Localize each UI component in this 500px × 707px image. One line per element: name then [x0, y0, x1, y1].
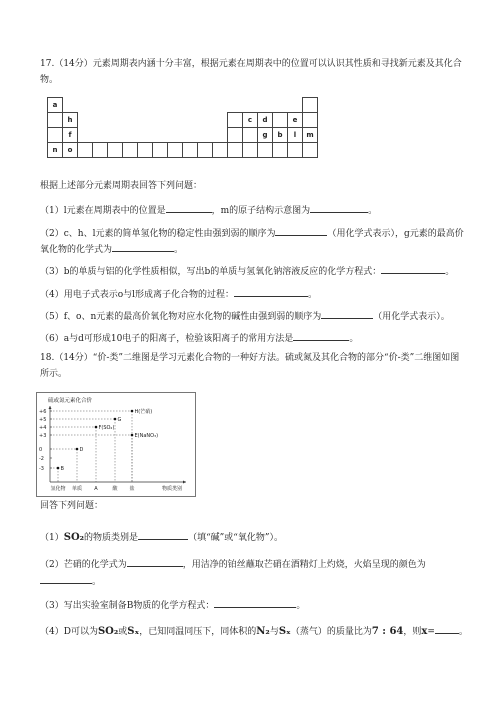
- y-tick-label: +5: [39, 417, 47, 423]
- y-tick-label: -2: [39, 456, 44, 462]
- x-tick-label: 氢化物: [50, 486, 66, 492]
- x-tick-label: 酸: [112, 486, 118, 492]
- q17-sub1: （1）l元素在周期表中的位置是 ，m的原子结构示意图为 。: [40, 203, 377, 218]
- data-label: H(芒硝): [134, 408, 153, 415]
- data-label: B: [60, 465, 64, 472]
- cell-h: h: [63, 113, 78, 128]
- answer-blank[interactable]: [214, 598, 296, 608]
- x-tick-label: 单质: [71, 486, 83, 492]
- x-tick-label: A: [94, 486, 98, 492]
- answer-blank[interactable]: [234, 287, 308, 297]
- q17-sub6: （6）a与d可形成10电子的阳离子，检验该阳离子的常用方法是 。: [40, 331, 358, 346]
- periodic-table: [47, 97, 318, 158]
- q17-intro-line2: 物。: [40, 75, 59, 85]
- q17-sub5: （5）f、o、n元素的最高价氧化物对应水化物的碱性由强到弱的顺序为 （用化学式表示）。: [40, 309, 450, 324]
- q18-intro-line1: 18.（14分）“价-类”二维图是学习元素化合物的一种好方法。硫或氮及其化合物的部分“价-类”二维图如图: [40, 353, 460, 363]
- q18-sub3: （3）写出实验室制备B物质的化学方程式： 。: [40, 598, 305, 613]
- cell-c: c: [243, 113, 258, 128]
- data-point: [131, 410, 134, 413]
- answer-blank[interactable]: [275, 226, 327, 236]
- cell-a: a: [48, 98, 63, 113]
- data-point: [95, 426, 98, 429]
- answer-blank[interactable]: [40, 574, 92, 584]
- q17-sub2-line2: 氧化物的化学式为 。: [40, 242, 183, 257]
- answer-blank[interactable]: [166, 203, 212, 213]
- cell-n: n: [48, 143, 63, 158]
- q17-sub4: （4）用电子式表示o与l形成离子化合物的过程： 。: [40, 287, 317, 302]
- cell-l: l: [288, 128, 303, 143]
- q17-intro-line1: 17.（14分）元素周期表内涵十分丰富，根据元素在周期表中的位置可以认识其性质和寻找新元素及其化合: [40, 59, 462, 69]
- cell-f: f: [63, 128, 78, 143]
- data-point: [57, 467, 60, 470]
- cell-g: g: [258, 128, 273, 143]
- data-label: F(SO₂): [98, 424, 115, 431]
- y-tick-label: 0: [39, 447, 43, 453]
- q18-sub2-line1: （2）芒硝的化学式为 ，用洁净的铂丝蘸取芒硝在酒精灯上灼烧，火焰呈现的颜色为: [40, 557, 426, 572]
- x-tick-label: 盐: [129, 486, 135, 492]
- q18-sub4: （4）D可以为SO₂或Sₓ，已知同温同压下，同体积的N₂与Sₓ（蒸气）的质量比为7 : 64，则x= 。: [40, 626, 468, 637]
- chart-frame: [37, 393, 196, 497]
- answer-blank[interactable]: [127, 557, 183, 567]
- cell-o: o: [63, 143, 78, 158]
- answer-blank[interactable]: [138, 530, 188, 540]
- cell-d: d: [258, 113, 273, 128]
- q17-answer-intro: 根据上述部分元素周期表回答下列问题：: [40, 181, 203, 191]
- chart-title: 硫或氮元素化合价: [48, 398, 93, 404]
- y-tick-label: +4: [39, 425, 47, 431]
- x-axis-arrow: [183, 481, 186, 484]
- cell-empty: [303, 98, 318, 113]
- cell-m: m: [303, 128, 318, 143]
- y-tick-label: -3: [39, 466, 44, 472]
- valence-category-chart: [36, 392, 196, 497]
- y-tick-label: +6: [39, 409, 47, 415]
- data-label: G: [117, 416, 122, 423]
- y-axis-arrow: [49, 406, 52, 409]
- data-label: E(NaNO₃): [134, 432, 159, 439]
- cell-b: b: [273, 128, 288, 143]
- data-point: [114, 418, 117, 421]
- data-point: [131, 434, 134, 437]
- q18-sub2-line2: 。: [40, 574, 101, 589]
- answer-blank[interactable]: [321, 309, 373, 319]
- answer-blank[interactable]: [310, 203, 368, 213]
- answer-blank[interactable]: [112, 242, 174, 252]
- answer-blank[interactable]: [293, 331, 349, 341]
- q17-sub2-line1: （2）c、h、l元素的简单氢化物的稳定性由强到弱的顺序为 （用化学式表示），g元素的最高价: [40, 226, 464, 241]
- x-axis-label: 物质类别: [161, 486, 182, 492]
- y-tick-label: +3: [39, 433, 47, 439]
- data-label: D: [79, 446, 84, 453]
- q17-sub3: （3）b的单质与铝的化学性质相似，写出b的单质与氢氧化钠溶液反应的化学方程式： 。: [40, 264, 454, 279]
- q18-answer-intro: 回答下列问题：: [40, 501, 104, 511]
- data-point: [76, 448, 79, 451]
- q18-sub1: （1）SO₂的物质类别是 （填“碱”或“氧化物”）。: [40, 532, 283, 543]
- q18-intro-line2: 所示。: [40, 369, 68, 379]
- answer-blank[interactable]: [435, 624, 459, 634]
- cell-e: e: [288, 113, 303, 128]
- answer-blank[interactable]: [381, 264, 445, 274]
